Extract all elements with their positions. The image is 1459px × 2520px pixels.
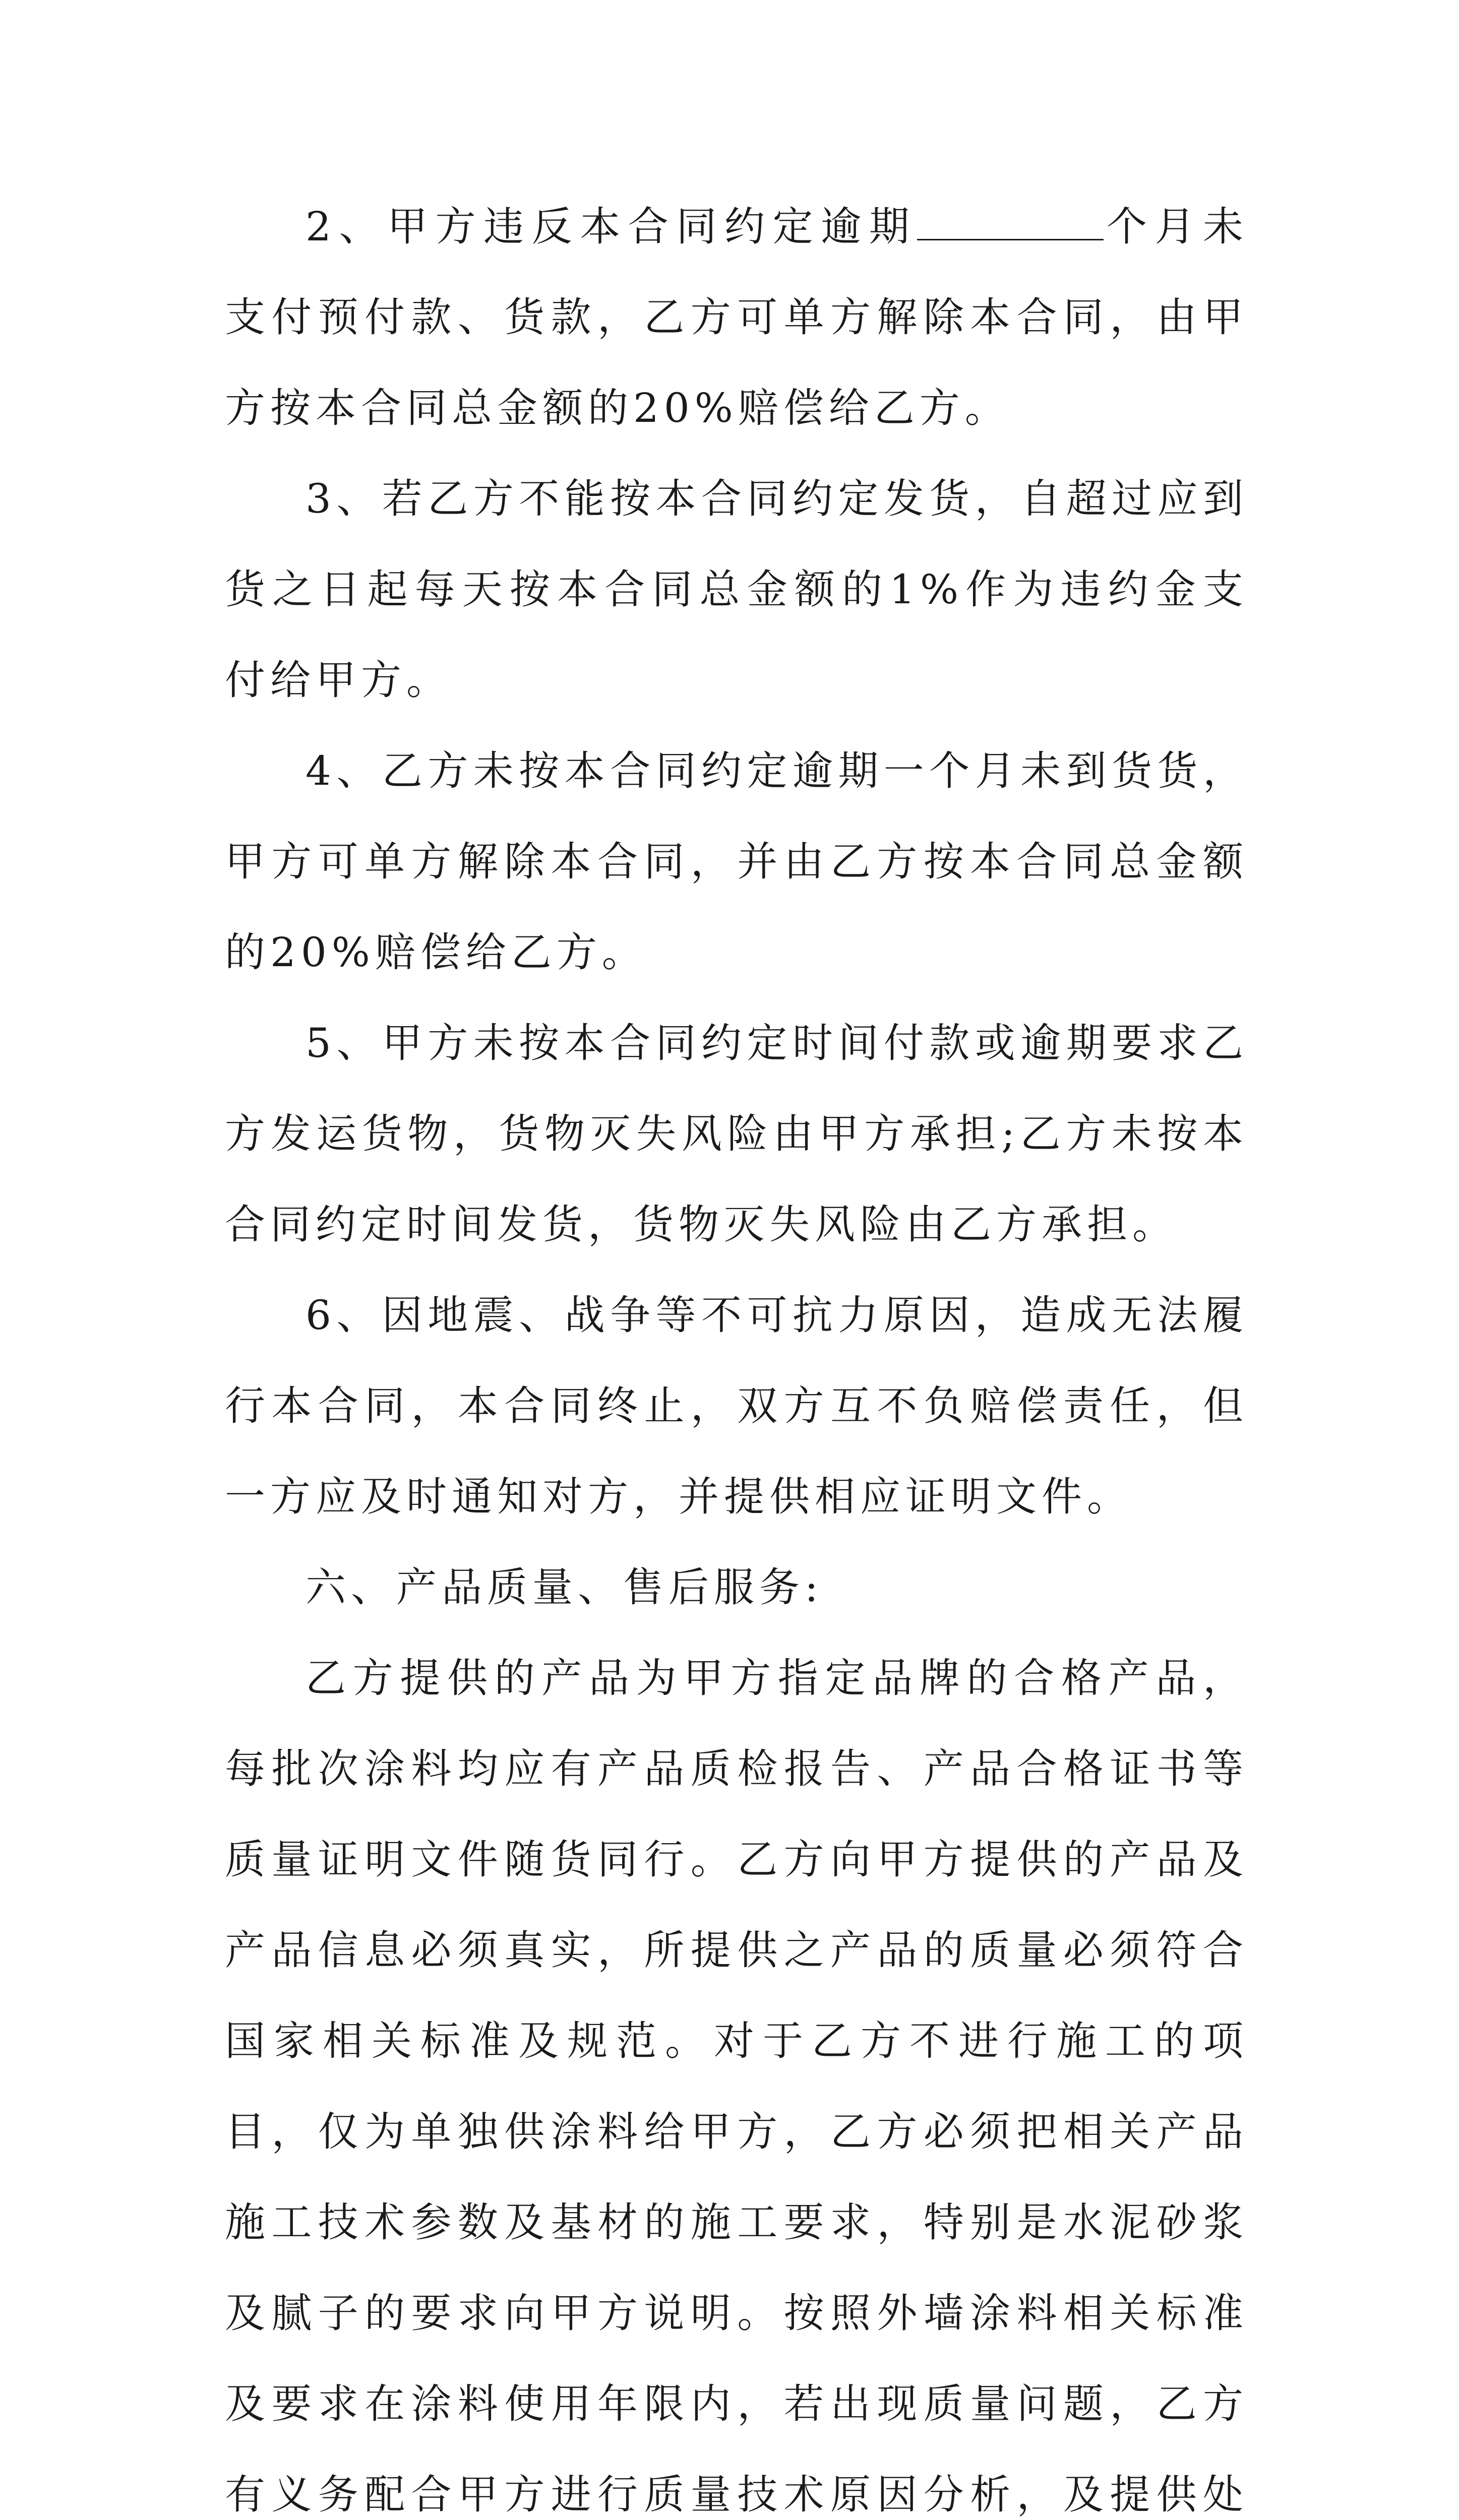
section-body: 乙方提供的产品为甲方指定品牌的合格产品，每批次涂料均应有产品质检报告、产品合格证书等质量证明文件随货同行。乙方向甲方提供的产品及产品信息必须真实，所提供之产品的质量必须符合国家相关标准及规范。对于乙方不进行施工的项目，仅为单独供涂料给甲方，乙方必须把相关产品施工技术参数及基材的施工要求，特别是水泥砂浆及腻子的要求向甲方说明。按照外墙涂料相关标准及要求在涂料使用年限内，若出现质量问题，乙方有义务配合甲方进行质量技术原因分析，及提供处 <box>225 1655 1248 2518</box>
clause-2-text-start: 2、甲方违反本合同约定逾期 <box>306 203 918 250</box>
clause-2 <box>225 181 1248 454</box>
clause-4: 4、乙方未按本合同约定逾期一个月未到货货，甲方可单方解除本合同，并由乙方按本合同总金额的20%赔偿给乙方。 <box>225 747 1248 976</box>
clause-2-text-end: 个月未支付预付款、货款，乙方可单方解除本合同，由甲方按本合同总金额的20%赔偿给乙方。 <box>225 203 1249 431</box>
clause-3: 3、若乙方不能按本合同约定发货，自超过应到货之日起每天按本合同总金额的1%作为违约金支付给甲方。 <box>225 475 1248 704</box>
clause-5: 5、甲方未按本合同约定时间付款或逾期要求乙方发运货物，货物灭失风险由甲方承担;乙方未按本合同约定时间发货，货物灭失风险由乙方承担。 <box>225 1020 1248 1248</box>
contract-body <box>225 181 1248 2520</box>
clause-6: 6、因地震、战争等不可抗力原因，造成无法履行本合同，本合同终止，双方互不负赔偿责任，但一方应及时通知对方，并提供相应证明文件。 <box>225 1292 1248 1520</box>
fill-in-blank <box>917 207 1104 240</box>
section-heading: 六、产品质量、售后服务: <box>306 1564 823 1611</box>
